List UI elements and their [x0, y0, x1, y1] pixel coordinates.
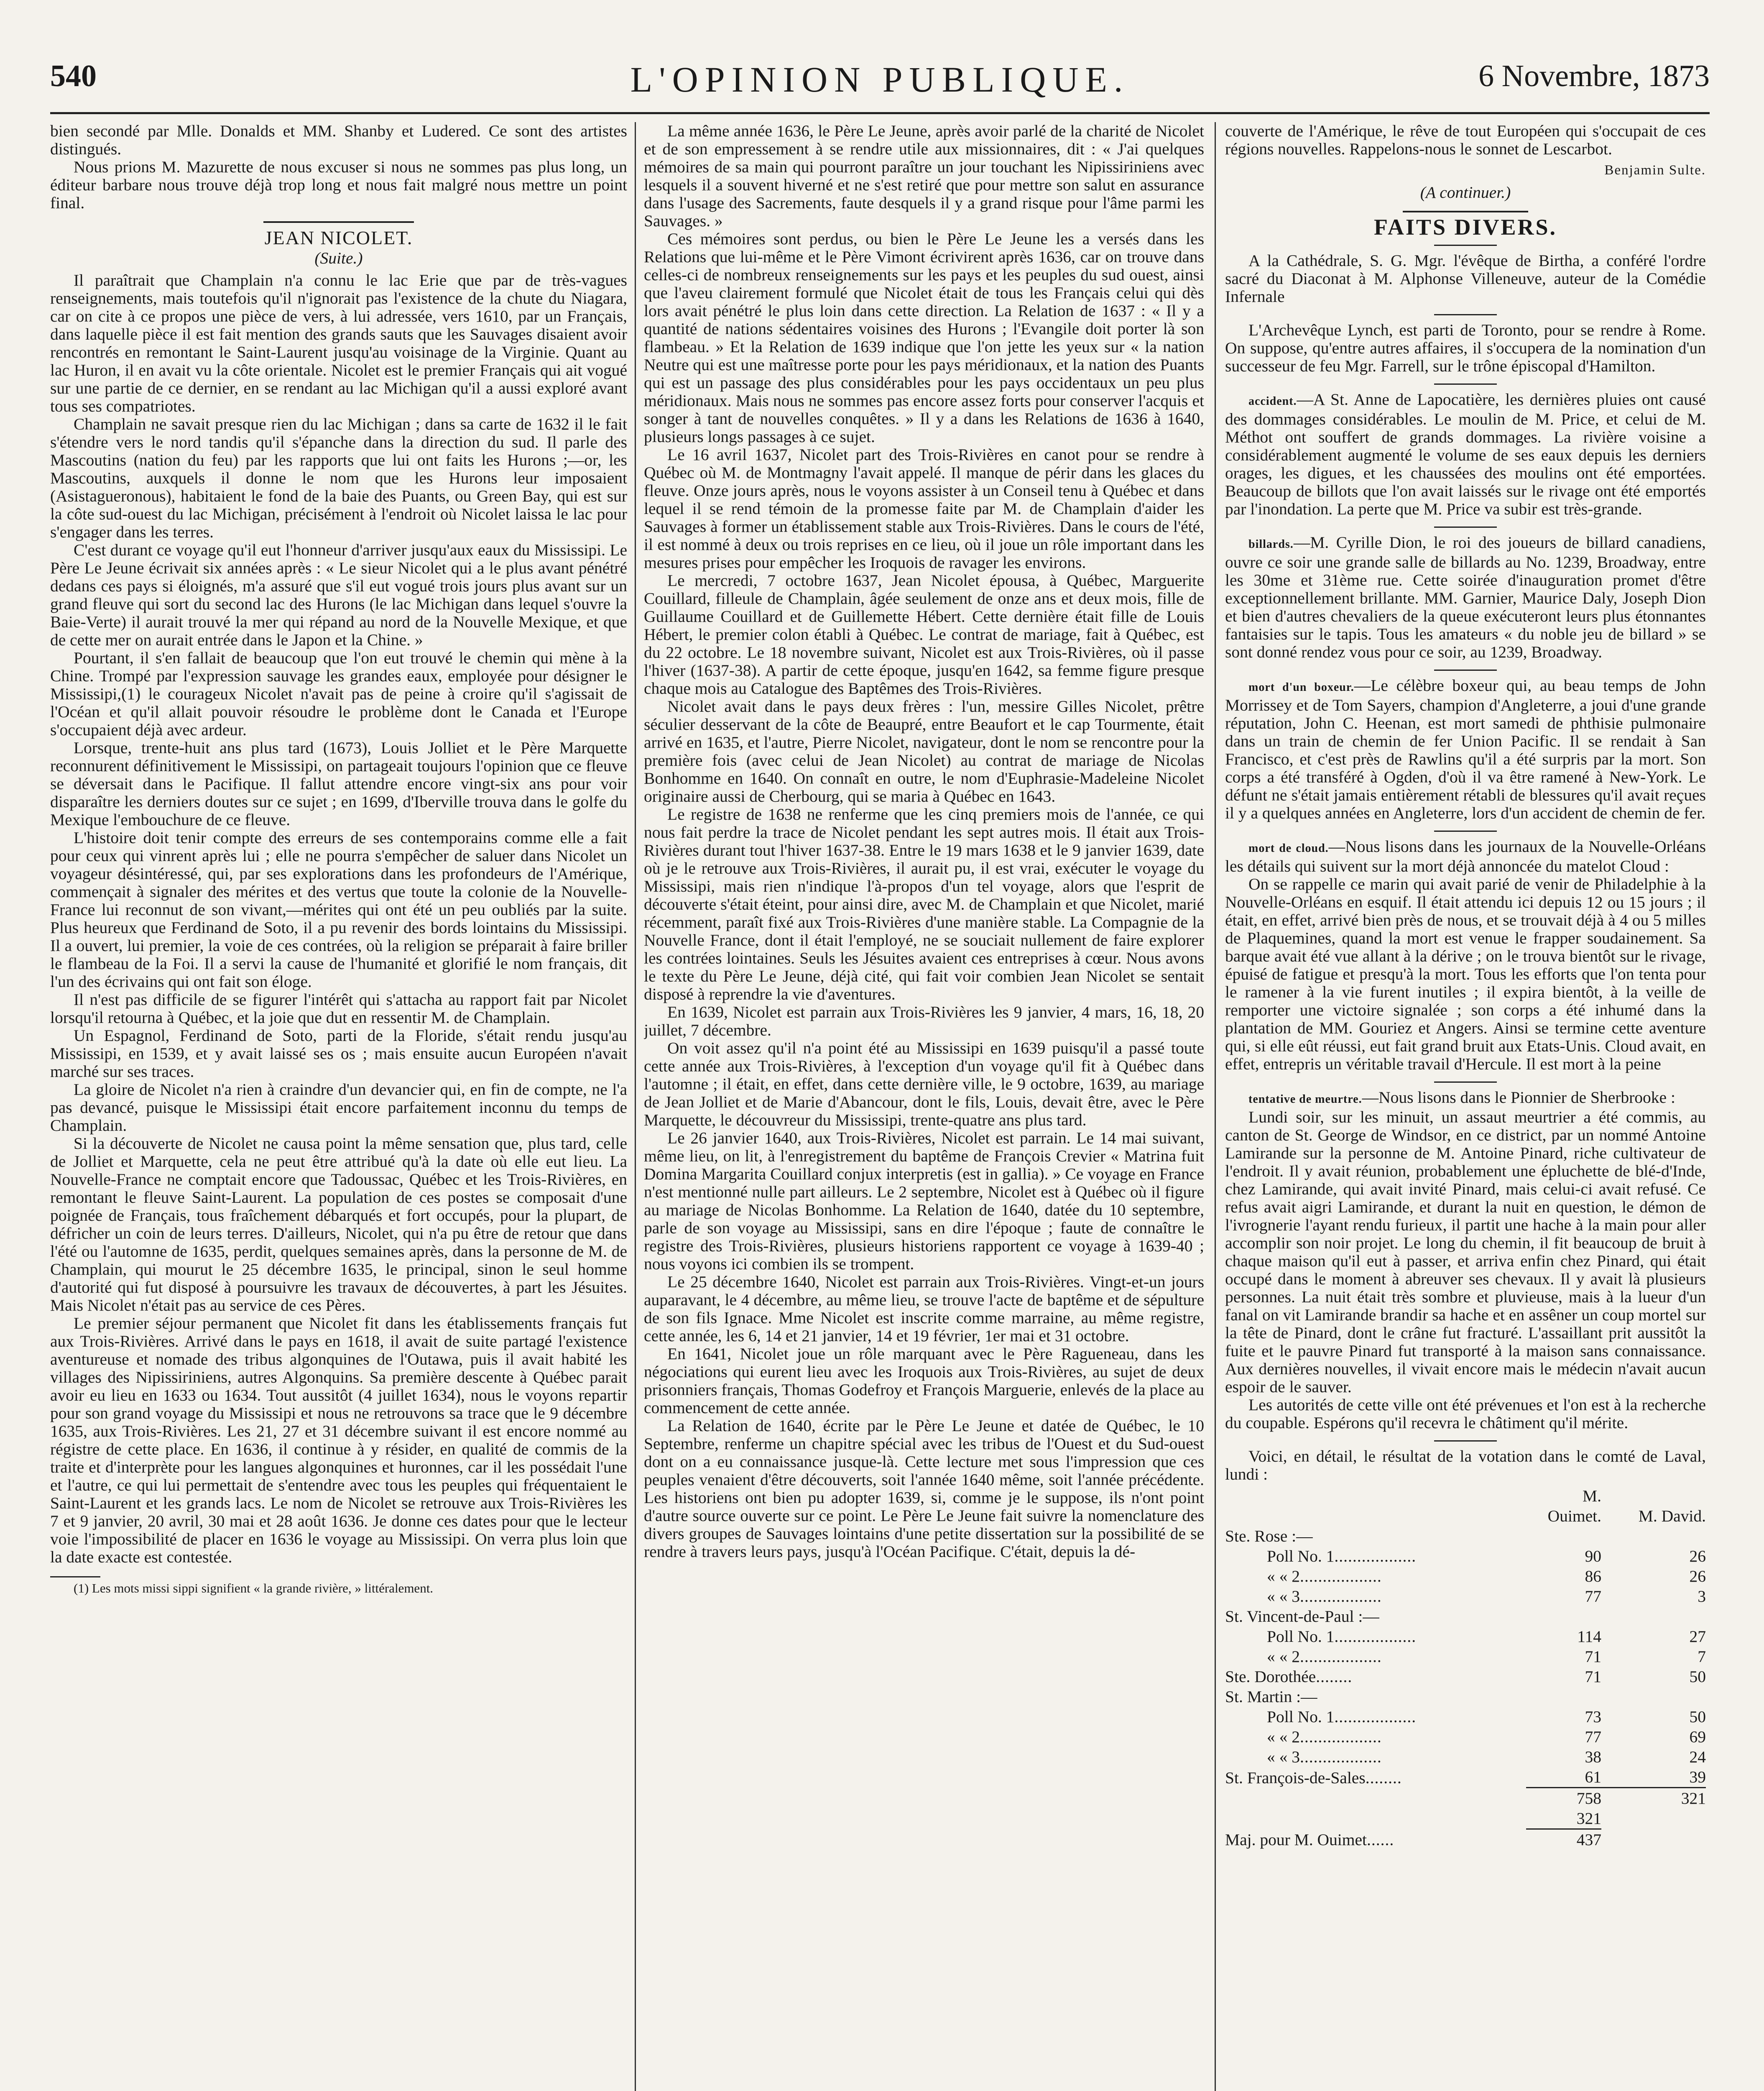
vote-table [1225, 1486, 1706, 1850]
paragraph: Voici, en détail, le résultat de la votation dans le comté de Laval, lundi : [1225, 1447, 1706, 1483]
column-divider [1215, 122, 1216, 2091]
to-be-continued: (A continuer.) [1420, 183, 1511, 202]
paragraph: couverte de l'Amérique, le rêve de tout Européen qui s'occupait de ces régions nouvelles. Rappelons-nous le sonnet de Lescarbot. [1225, 122, 1706, 158]
vote-row [1225, 1727, 1706, 1747]
paragraph: Si la découverte de Nicolet ne causa point la même sensation que, plus tard, celle de Jolliet et Marquette, cela ne peut être attribué qu'à la date où elle eut lieu. La Nouvelle-France ne comptait encore que Tadoussac, Québec et les Trois-Rivières, en remontant le fleuve Saint-Laurent. La population de ces postes se composait d'une poignée de Français, tous fraîchement débarqués et fort occupés, pour la plupart, de défricher un coin de leurs terres. D'ailleurs, Nicolet, qui n'a pu être de retour que dans l'été ou l'automne de 1635, perdit, quelques semaines après, dans la personne de M. de Champlain, qui mourut le 25 décembre 1635, le principal, sinon le seul homme d'autorité qui fut disposé à poursuivre les travaux de découvertes, à part les Jésuites. Mais Nicolet n'était pas au service de ces Pères. [50, 1134, 627, 1314]
vote-row [1225, 1566, 1706, 1586]
vote-row [1225, 1546, 1706, 1566]
paragraph: Un Espagnol, Ferdinand de Soto, parti de la Floride, s'était rendu jusqu'au Mississipi, en 1539, et y avait laissé ses os ; mais ensuite aucun Européen n'avait marché sur ses traces. [50, 1026, 627, 1081]
vote-row [1225, 1767, 1706, 1788]
item-rule [1434, 527, 1497, 528]
vote-david [1601, 1687, 1706, 1707]
vote-majority-label: Maj. pour M. Ouimet...... [1225, 1830, 1394, 1849]
column-2 [644, 122, 1204, 2091]
vote-row-label: Poll No. 1.................. [1267, 1547, 1417, 1565]
vote-majority-value: 437 [1526, 1829, 1601, 1850]
vote-row-label: St. Martin :— [1225, 1687, 1317, 1706]
item-rule [1434, 314, 1497, 315]
column-divider [635, 122, 636, 2091]
paragraph: C'est durant ce voyage qu'il eut l'honneur d'arriver jusqu'aux eaux du Mississipi. Le Père Le Jeune écrivait six années après : « Le sieur Nicolet qui a le plus avant pénétré dedans ces pays si éloignés, m'a assuré que s'il eut vogué trois jours plus avant sur un grand fleuve qui sort du second lac des Hurons (le lac Michigan dans lequel s'ouvre la Baie-Verte) il aurait trouvé la mer qui répand au nord de la Nouvelle Mexique, et que de cette mer on aurait entrée dans le Japon et la Chine. » [50, 541, 627, 649]
section-title: FAITS DIVERS. [1373, 215, 1557, 240]
column-1 [50, 122, 627, 2091]
vote-ouimet: 90 [1585, 1547, 1601, 1565]
article-suite: (Suite.) [314, 249, 363, 267]
vote-row-label: Ste. Rose :— [1225, 1527, 1313, 1545]
vote-david [1601, 1526, 1706, 1546]
paragraph: La même année 1636, le Père Le Jeune, après avoir parlé de la charité de Nicolet et de son empressement à se rendre utile aux missionnaires, dit : « J'ai quelques mémoires de sa main qui pourront paraître un jour touchant les Nipissiriniens avec lesquels il a souvent hiverné et ne s'est retiré que pour mettre son salut en assurance dans l'usage des Sacrements, faute desquels il y a grand risque pour l'âme parmi les Sauvages. » [644, 122, 1204, 230]
news-item [1225, 838, 1706, 875]
vote-ouimet [1526, 1526, 1601, 1546]
vote-row-label: St. Vincent-de-Paul :— [1225, 1607, 1379, 1626]
paragraph: bien secondé par Mlle. Donalds et MM. Shanby et Ludered. Ce sont des artistes distingués. [50, 122, 627, 158]
news-item [1225, 677, 1706, 822]
vote-ouimet [1526, 1687, 1601, 1707]
item-keyword: tentative de meurtre. [1248, 1093, 1362, 1106]
vote-ouimet: 71 [1585, 1647, 1601, 1666]
vote-header-david: M. David. [1638, 1507, 1706, 1525]
paragraph: On se rappelle ce marin qui avait parié de venir de Philadelphie à la Nouvelle-Orléans en esquif. Il était attendu ici depuis 12 ou 15 jours ; il était, en effet, arrivé bien près de nous, et se trouvait déjà à 4 ou 5 milles de Plaquemines, quand la mort est venue le frapper soudainement. Sa barque avait été vue allant à la dérive ; on le trouva bientôt sur le rivage, épuisé de fatigue et presqu'à la mort. Tous les efforts que l'on tenta pour le ramener à la vie furent inutiles ; il expira bientôt, à la veille de remporter une victoire signalée ; son corps a été inhumé dans la plantation de MM. Gouriez et Angers. Ainsi se termine cette aventure qui, si elle eût réussi, eut fait grand bruit aux Etats-Unis. Cloud avait, en effet, entrepris un véritable travail d'Hercule. Il est mort à la peine [1225, 875, 1706, 1073]
news-item [1225, 1089, 1706, 1108]
vote-david: 27 [1689, 1627, 1706, 1646]
footnote: (1) Les mots missi sippi signifient « la grande rivière, » littéralement. [74, 1581, 434, 1595]
header-rule [50, 112, 1710, 114]
vote-row [1225, 1606, 1706, 1626]
vote-ouimet: 38 [1585, 1748, 1601, 1766]
footnote-rule [50, 1576, 100, 1577]
vote-ouimet: 114 [1577, 1627, 1601, 1646]
paragraph: Le mercredi, 7 octobre 1637, Jean Nicolet épousa, à Québec, Marguerite Couillard, filleule de Champlain, âgée seulement de onze ans et deux mois, fille de Guillaume Couillard et de Guillemette Hébert. Cette dernière était fille de Louis Hébert, le premier colon établi à Québec. Le contrat de mariage, fait à Québec, est du 22 octobre. Le 18 novembre suivant, Nicolet est aux Trois-Rivières, où il passe l'hiver (1637-38). A partir de cette époque, jusqu'en 1642, sa femme figure presque chaque mois au Catalogue des Baptêmes des Trois-Rivières. [644, 571, 1204, 698]
paragraph: La gloire de Nicolet n'a rien à craindre d'un devancier qui, en fin de compte, ne l'a pas devancé, puisque le Mississipi était encore parfaitement inconnu du temps de Champlain. [50, 1080, 627, 1135]
paragraph: Le 26 janvier 1640, aux Trois-Rivières, Nicolet est parrain. Le 14 mai suivant, même lieu, on lit, à l'enregistrement du baptême de François Crevier « Matrina fuit Domina Margarita Couillard conjux interpretis (est in gallia). » Ce voyage en France n'est mentionné nulle part ailleurs. Le 2 septembre, Nicolet est à Québec où il figure au mariage de Nicolas Bonhomme. La Relation de 1640, datée du 10 septembre, parle de son voyage au Mississipi, sans en dire l'époque ; faute de connaître le registre des Trois-Rivières, plusieurs historiens rapportent ce voyage à 1639-40 ; nous voyons ici combien ils se trompent. [644, 1129, 1204, 1273]
article-title: JEAN NICOLET. [264, 227, 413, 248]
vote-david: 39 [1689, 1768, 1706, 1786]
paragraph: Les autorités de cette ville ont été prévenues et l'on est à la recherche du coupable. Espérons qu'il recevra le châtiment qu'il mérite. [1225, 1396, 1706, 1432]
vote-ouimet: 77 [1585, 1587, 1601, 1605]
vote-row-label: « « 2.................. [1267, 1567, 1382, 1585]
vote-row-label: « « 3.................. [1267, 1748, 1382, 1766]
vote-row [1225, 1667, 1706, 1687]
item-keyword: mort d'un boxeur. [1248, 681, 1354, 694]
vote-ouimet: 86 [1585, 1567, 1601, 1585]
newspaper-title: L'OPINION PUBLIQUE. [630, 59, 1130, 100]
item-keyword: accident. [1248, 395, 1297, 408]
paragraph: Lorsque, trente-huit ans plus tard (1673), Louis Jolliet et le Père Marquette reconnurent définitivement le Mississipi, on partageait toujours l'opinion que ce fleuve se déversait dans le Pacifique. Il fallut attendre encore vingt-six ans pour voir disparaître les derniers doutes sur ce sujet ; en 1699, d'Iberville trouva dans le golfe du Mexique l'embouchure de ce fleuve. [50, 739, 627, 829]
issue-date: 6 Novembre, 1873 [1478, 59, 1710, 93]
vote-row [1225, 1707, 1706, 1727]
vote-david: 50 [1689, 1667, 1706, 1686]
vote-row [1225, 1747, 1706, 1767]
vote-david: 69 [1689, 1728, 1706, 1746]
vote-row [1225, 1526, 1706, 1546]
vote-row [1225, 1626, 1706, 1646]
vote-ouimet: 61 [1585, 1768, 1601, 1786]
vote-header-ouimet: M. Ouimet. [1547, 1487, 1601, 1525]
vote-row-label: Poll No. 1.................. [1267, 1627, 1417, 1646]
item-text: —Nous lisons dans les journaux de la Nouvelle-Orléans les détails qui suivent sur la mort déjà annoncée du matelot Cloud : [1225, 837, 1706, 875]
author-signature: Benjamin Sulte. [1604, 163, 1706, 178]
item-text: —Nous lisons dans le Pionnier de Sherbrooke : [1362, 1088, 1675, 1107]
vote-david: 26 [1689, 1547, 1706, 1565]
vote-david: 24 [1689, 1748, 1706, 1766]
vote-majority-row [1225, 1829, 1706, 1850]
paragraph: En 1639, Nicolet est parrain aux Trois-Rivières les 9 janvier, 4 mars, 16, 18, 20 juillet, 7 décembre. [644, 1003, 1204, 1039]
news-item: A la Cathédrale, S. G. Mgr. l'évêque de Birtha, a conféré l'ordre sacré du Diaconat à M. Alphonse Villeneuve, auteur de la Comédie Infernale [1225, 251, 1706, 306]
vote-row-label: « « 3.................. [1267, 1587, 1382, 1605]
news-item [1225, 534, 1706, 661]
section-rule [1403, 211, 1528, 212]
paragraph: Nous prions M. Mazurette de nous excuser si nous ne sommes pas plus long, un éditeur barbare nous trouve déjà trop long et nous fait malgré nous mettre un point final. [50, 158, 627, 212]
paragraph: On voit assez qu'il n'a point été au Mississipi en 1639 puisqu'il a passé toute cette année aux Trois-Rivières, à l'exception d'un voyage qu'il fit à Québec dans l'automne ; il était, en effet, dans cette dernière ville, le 9 octobre, 1639, au mariage de Jean Jolliet et de Marie d'Abancour, dont le fils, Louis, devait être, avec le Père Marquette, le découvreur du Mississipi, trente-quatre ans plus tard. [644, 1039, 1204, 1129]
vote-david [1601, 1606, 1706, 1626]
vote-sub-value: 321 [1576, 1809, 1601, 1828]
vote-row [1225, 1687, 1706, 1707]
item-keyword: billards. [1248, 538, 1294, 551]
vote-sub-row [1225, 1808, 1706, 1829]
vote-row-label: Poll No. 1.................. [1267, 1708, 1417, 1726]
item-rule [1434, 831, 1497, 832]
vote-row [1225, 1646, 1706, 1667]
vote-row-label: « « 2.................. [1267, 1647, 1382, 1666]
item-rule [1434, 1081, 1497, 1083]
vote-david: 50 [1689, 1708, 1706, 1726]
vote-row-label: Ste. Dorothée........ [1225, 1667, 1353, 1686]
paragraph: Le premier séjour permanent que Nicolet fit dans les établissements français fut aux Trois-Rivières. Arrivé dans le pays en 1618, il avait de suite partagé l'existence aventureuse et nomade des tribus algonquines de l'Outawa, puis il avait habité les villages des Nipissiriniens, autres Algonquins. Sa première descente à Québec parait avoir eu lieu en 1633 ou 1634. Tout aussitôt (4 juillet 1634), nous le voyons repartir pour son grand voyage du Mississipi et nous ne retrouvons sa trace que le 9 décembre 1635, aux Trois-Rivières. Les 21, 27 et 31 décembre suivant il est encore nommé au régistre de cette place. En 1636, il continue à y résider, en qualité de commis de la traite et d'interprète pour les langues algonquines et huronnes, car il les possédait l'une et l'autre, ce qui lui permettait de s'entendre avec tous les peuples qui fréquentaient le Saint-Laurent et les grands lacs. Le nom de Nicolet se retrouve aux Trois-Rivières les 7 et 9 janvier, 20 avril, 30 mai et 28 août 1636. Je donne ces dates pour que le lecteur voie l'impossibilité de placer en 1636 le voyage au Mississipi. On verra plus loin que la date exacte est contestée. [50, 1314, 627, 1566]
vote-total-ouimet: 758 [1526, 1788, 1601, 1809]
item-rule [1434, 245, 1497, 246]
item-text: —Le célèbre boxeur qui, au beau temps de John Morrissey et de Tom Sayers, champion d'Angleterre, a joui d'une grande réputation, John C. Heenan, est mort samedi de phthisie pulmonaire dans un train de chemin de fer Union Pacific. Il se rendait à San Francisco, et c'est près de Rawlins qu'il a été surpris par la mort. Son corps a été transféré à Ogden, d'où il va être ramené à New-York. Le défunt ne s'était jamais entièrement rétabli de blessures qu'il avait reçues il y a quelques années en Angleterre, lors d'un accident de chemin de fer. [1225, 676, 1706, 822]
column-3 [1225, 122, 1706, 2091]
news-item: L'Archevêque Lynch, est parti de Toronto, pour se rendre à Rome. On suppose, qu'entre autres affaires, il s'occupera de la nomination d'un successeur de feu Mgr. Farrell, sur le trône épiscopal d'Hamilton. [1225, 321, 1706, 375]
news-item [1225, 391, 1706, 518]
vote-row [1225, 1586, 1706, 1606]
vote-ouimet: 77 [1585, 1728, 1601, 1746]
item-rule [1434, 670, 1497, 671]
paragraph: Il n'est pas difficile de se figurer l'intérêt qui s'attacha au rapport fait par Nicolet lorsqu'il retourna à Québec, et la joie que dut en ressentir M. de Champlain. [50, 990, 627, 1027]
vote-total-david: 321 [1601, 1788, 1706, 1809]
paragraph: Nicolet avait dans le pays deux frères : l'un, messire Gilles Nicolet, prêtre séculier desservant de la côte de Beaupré, entre Beaufort et le cap Tourmente, était arrivé en 1635, et l'autre, Pierre Nicolet, navigateur, dont le nom se rencontre pour la première fois (avec celui de Jean Nicolet) au contrat de mariage de Nicolas Bonhomme en 1640. On connaît en outre, le nom d'Euphrasie-Madeleine Nicolet originaire aussi de Cherbourg, qui se maria à Québec en 1643. [644, 697, 1204, 805]
vote-david: 7 [1698, 1647, 1706, 1666]
item-keyword: mort de cloud. [1248, 842, 1329, 855]
paragraph: Le 16 avril 1637, Nicolet part des Trois-Rivières en canot pour se rendre à Québec où M. de Montmagny l'avait appelé. Il manque de périr dans les glaces du fleuve. Onze jours après, nous le voyons assister à un Conseil tenu à Québec et dans lequel il se rend témoin de la promesse faite par M. de Champlain d'aider les Sauvages à former un établissement stable aux Trois-Rivières. Dans le cours de l'été, il est nommé à deux ou trois reprises en ce lieu, où il joue un rôle important dans les mesures prises pour empêcher les Iroquois de ravager les environs. [644, 445, 1204, 572]
paragraph: Pourtant, il s'en fallait de beaucoup que l'on eut trouvé le chemin qui mène à la Chine. Trompé par l'expression sauvage les grandes eaux, employée pour désigner le Mississipi,(1) le courageux Nicolet n'avait pas de peine à croire qu'il s'agissait de l'Océan et qu'il allait pouvoir résoudre le problème dont le Canada et l'Europe s'occupaient déjà avec ardeur. [50, 649, 627, 739]
paragraph: Le 25 décembre 1640, Nicolet est parrain aux Trois-Rivières. Vingt-et-un jours auparavant, le 4 décembre, au même lieu, se trouve l'acte de baptême et de sépulture de son fils Ignace. Mme Nicolet est inscrite comme marraine, au même registre, cette année, les 6, 14 et 21 janvier, 14 et 19 février, 1er mai et 31 octobre. [644, 1273, 1204, 1345]
item-text: —M. Cyrille Dion, le roi des joueurs de billard canadiens, ouvre ce soir une grande salle de billards au No. 1239, Broadway, entre les 30me et 31ème rue. Cette soirée d'inauguration promet d'être exceptionnellement brillante. MM. Garnier, Maurice Daly, Joseph Dion et bien d'autres chevaliers de la queue exécuteront leurs plus étonnantes fantaisies sur le tapis. Tous les amateurs « du noble jeu de billard » se sont donné rendez vous pour ce soir, au 1239, Broadway. [1225, 533, 1706, 661]
paragraph: L'histoire doit tenir compte des erreurs de ses contemporains comme elle a fait pour ceux qui vinrent après lui ; elle ne pourra s'empêcher de saluer dans Nicolet un voyageur désintéressé, qui, par ses explorations dans les profondeurs de l'Amérique, commençait à signaler des mérites et des vertus que toute la colonie de la Nouvelle-France lui reconnut de son vivant,—mérites qui ont été un peu oubliés par la suite. Plus heureux que Ferdinand de Soto, il a pu revenir des bords lointains du Mississipi. Il a ouvert, lui premier, la voie de ces contrées, où la religion se préparait à faire briller le flambeau de la Foi. Il a servi la cause de l'humanité et glorifié le nom français, dit l'un des écrivains qui ont fait son éloge. [50, 828, 627, 991]
page-number: 540 [50, 59, 97, 93]
paragraph: Ces mémoires sont perdus, ou bien le Père Le Jeune les a versés dans les Relations que lui-même et le Père Vimont écrivirent après 1636, car on trouve dans celles-ci de nombreux renseignements sur les pays et les peuples du sud ouest, ainsi que l'aveu clairement formulé que Nicolet était de tous les Français celui qui dès lors avait pénétré le plus loin dans cette direction. La Relation de 1637 : « Il y a quantité de nations sédentaires voisines des Hurons ; l'Evangile doit porter là son flambeau. » Et la Relation de 1639 indique que l'on jette les yeux sur « la nation Neutre qui est une maîtresse porte pour les pays méridionaux, et la nation des Puants qui est un passage des plus considérables pour les pays occidentaux un peu plus méridionaux. Mais nous ne sommes pas encore assez forts pour conserver l'acquis et songer à tant de nouvelles conquêtes. » Il y a dans les Relations de 1636 à 1640, plusieurs longs passages à ce sujet. [644, 230, 1204, 446]
item-text: —A St. Anne de Lapocatière, les dernières pluies ont causé des dommages considérables. Le moulin de M. Price, et celui de M. Méthot ont souffert de grands dommages. La rivière voisine a considérablement augmenté le volume de ses eaux depuis les derniers orages, les digues, et les chaussées des moulins ont été emportées. Beaucoup de billots que l'on avait laissés sur le rivage ont été emportés par l'inondation. La perte que M. Price va subir est très-grande. [1225, 390, 1706, 518]
item-rule [1434, 383, 1497, 385]
paragraph: Lundi soir, sur les minuit, un assaut meurtrier a été commis, au canton de St. George de Windsor, en ce district, par un nommé Antoine Lamirande sur la personne de M. Antoine Pinard, riche cultivateur de l'endroit. Il y avait réunion, probablement une épluchette de blé-d'Inde, chez Lamirande, qui avait invité Pinard, mais celui-ci avait refusé. Ce refus avait aigri Lamirande, et durant la nuit en question, le démon de l'ivrognerie l'ayant rendu furieux, il partit une hache à la main pour aller accomplir son noir projet. Le long du chemin, il fit beaucoup de bruit à chaque maison qu'il eut à passer, et arriva enfin chez Pinard, qui était occupé dans le moment à abreuver ses chevaux. Il y avait là plusieurs personnes. La nuit était très sombre et pluvieuse, mais à la lueur d'un fanal on vit Lamirande brandir sa hache et en assêner un coup mortel sur la tête de Pinard, dont le crâne fut fracturé. L'assaillant prit aussitôt la fuite et le pauvre Pinard fut transporté à la maison sans connaissance. Aux dernières nouvelles, il vivait encore mais le médecin n'avait aucun espoir de le sauver. [1225, 1108, 1706, 1396]
vote-david: 3 [1698, 1587, 1706, 1605]
vote-ouimet: 73 [1585, 1708, 1601, 1726]
paragraph: En 1641, Nicolet joue un rôle marquant avec le Père Ragueneau, dans les négociations qui eurent lieu avec les Iroquois aux Trois-Rivières, au sujet de deux prisonniers français, Thomas Godefroy et François Marguerie, enlevés de la place au commencement de cette année. [644, 1345, 1204, 1417]
item-rule [1434, 1440, 1497, 1442]
paragraph: Champlain ne savait presque rien du lac Michigan ; dans sa carte de 1632 il le fait s'étendre vers le nord tandis qu'il s'épanche dans la direction du sud. Il parle des Mascoutins (nation du feu) par les rapports que lui ont faits les Hurons ;—or, les Mascoutins, auxquels il donne le nom que les Hurons leur imposaient (Asistagueronous), habitaient le fond de la baie des Puants, ou Green Bay, qui est sur la côte sud-ouest du lac Michigan, précisément à l'endroit où Nicolet laissa le lac pour s'engager dans les terres. [50, 415, 627, 541]
paragraph: La Relation de 1640, écrite par le Père Le Jeune et datée de Québec, le 10 Septembre, renferme un chapitre spécial avec les tribus de l'Ouest et du Sud-ouest dont on a eu connaissance jusque-là. Cette lecture met sous l'impression que ces peuples venaient d'être découverts, soit l'année 1640 même, soit l'année précédente. Les historiens ont bien pu adopter 1639, si, comme je le suppose, ils n'ont point d'autre source ouverte sur ce point. Le Père Le Jeune fait suivre la nomenclature des divers groupes de Sauvages lointains d'une petite dissertation sur la possibilité de se rendre à travers leurs pays, jusqu'à l'Océan Pacifique. C'était, depuis la dé- [644, 1416, 1204, 1561]
vote-ouimet [1526, 1606, 1601, 1626]
vote-header-row [1225, 1486, 1706, 1526]
vote-total-row [1225, 1788, 1706, 1809]
vote-ouimet: 71 [1585, 1667, 1601, 1686]
paragraph: Il paraîtrait que Champlain n'a connu le lac Erie que par de très-vagues renseignements, mais toutefois qu'il n'ignorait pas l'existence de la chute du Niagara, car on cite à ce propos une pièce de vers, à lui adressée, vers 1610, par un Français, dans laquelle pièce il est fait mention des grands sauts que les Sauvages disaient avoir rencontrés en remontant le Saint-Laurent jusqu'au voisinage de la Virginie. Quant au lac Huron, il en avait vu la côte orientale. Nicolet est le premier Français qui ait vogué sur une partie de ce dernier, en se rendant au lac Michigan qu'il a aussi exploré avant tous ses compatriotes. [50, 271, 627, 415]
section-rule [263, 221, 414, 223]
vote-row-label: « « 2.................. [1267, 1728, 1382, 1746]
vote-david: 26 [1689, 1567, 1706, 1585]
paragraph: Le registre de 1638 ne renferme que les cinq premiers mois de l'année, ce qui nous fait perdre la trace de Nicolet pendant les sept autres mois. Il était aux Trois-Rivières durant tout l'hiver 1637-38. Entre le 19 mars 1638 et le 9 janvier 1639, date où je le retrouve aux Trois-Rivières, il aurait pu, il est vrai, exécuter le voyage du Mississipi, mais rien n'indique l'à-propos d'un tel voyage, alors que l'esprit de découverte s'était éteint, pour ainsi dire, avec M. de Champlain et que Nicolet, marié récemment, paraît fixé aux Trois-Rivières d'une manière stable. La Compagnie de la Nouvelle France, dont il était l'employé, ne se souciait nullement de faire explorer les contrées lointaines. Seuls les Jésuites avaient ces entreprises à cœur. Nous avons le texte du Père Le Jeune, déjà cité, qui fait voir combien Jean Nicolet se sentait disposé à reprendre la vie d'aventures. [644, 805, 1204, 1003]
vote-row-label: St. François-de-Sales........ [1225, 1768, 1402, 1787]
